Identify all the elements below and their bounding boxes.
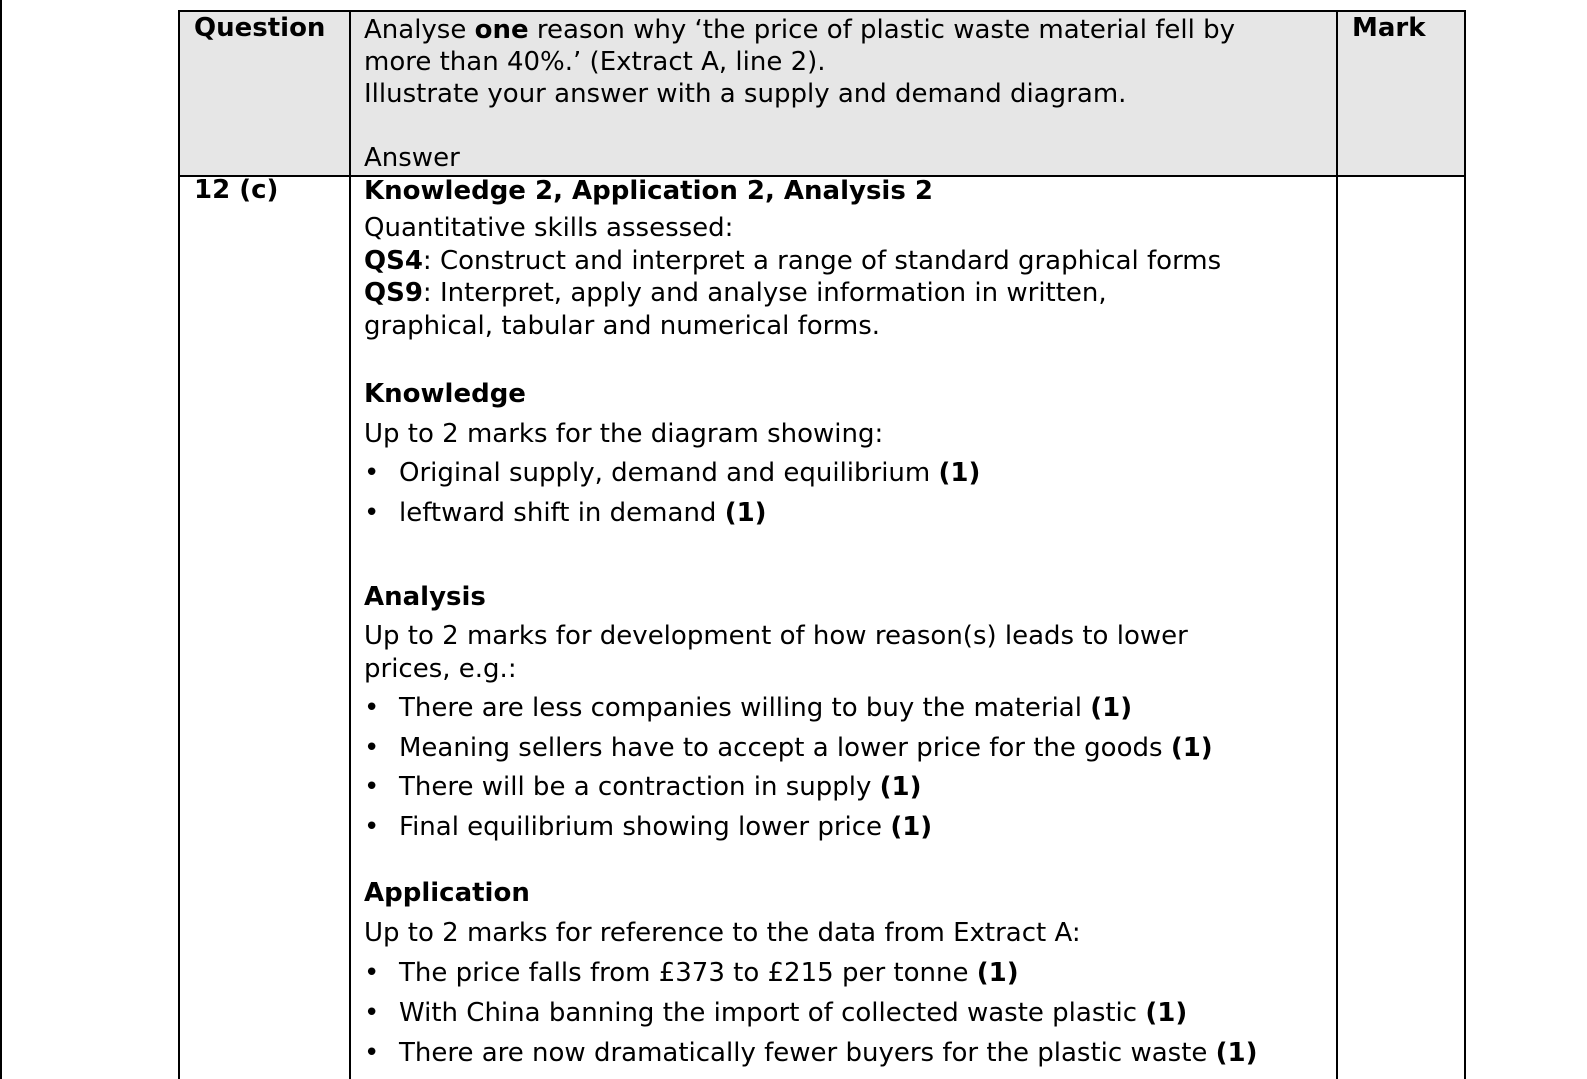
prompt-line-2: more than 40%.’ (Extract A, line 2). — [364, 47, 826, 77]
point-text: Meaning sellers have to accept a lower price for the goods — [399, 732, 1171, 763]
list-item — [364, 953, 1324, 993]
point-mark: (1) — [890, 811, 933, 842]
point-mark: (1) — [879, 772, 922, 802]
list-item — [364, 689, 1324, 729]
knowledge-section — [364, 374, 1324, 533]
point-text: leftward shift in demand — [399, 497, 725, 528]
list-item — [364, 768, 1324, 808]
qs9-code: QS9 — [364, 278, 423, 308]
qs9-text: : Interpret, apply and analyse information in written, — [422, 278, 1107, 308]
question-column-header: Question — [194, 13, 326, 43]
point-text: There are now dramatically fewer buyers for the plastic waste — [399, 1038, 1216, 1068]
knowledge-points — [364, 454, 1324, 533]
point-text: There will be a contraction in supply — [399, 772, 880, 802]
column-divider-question — [349, 12, 351, 1079]
list-item — [364, 993, 1324, 1033]
question-number: 12 (c) — [194, 175, 279, 205]
prompt-emphasis: one — [474, 15, 529, 45]
knowledge-heading: Knowledge — [364, 379, 526, 409]
analysis-intro: Up to 2 marks for development of how reason(s) leads to lower — [364, 621, 1188, 651]
application-points — [364, 953, 1324, 1073]
point-mark: (1) — [1090, 693, 1133, 723]
point-text: With China banning the import of collected waste plastic — [399, 998, 1146, 1028]
answer-guidance — [364, 174, 1324, 1073]
analysis-points — [364, 689, 1324, 847]
list-item — [364, 454, 1324, 494]
point-mark: (1) — [1170, 732, 1213, 763]
question-prompt — [364, 14, 1235, 110]
column-divider-mark — [1336, 12, 1338, 1079]
prompt-text: reason why ‘the price of plastic waste material fell by — [528, 15, 1235, 45]
list-item — [364, 729, 1324, 769]
point-text: Original supply, demand and equilibrium — [399, 458, 939, 488]
prompt-text: Analyse — [364, 15, 475, 45]
point-mark: (1) — [938, 458, 981, 488]
page-left-border — [0, 0, 2, 1079]
answer-label: Answer — [364, 143, 460, 173]
marks-summary: Knowledge 2, Application 2, Analysis 2 — [364, 176, 933, 206]
qs9-line — [364, 277, 1324, 310]
qs4-code: QS4 — [364, 245, 423, 276]
prompt-line-1 — [364, 14, 1235, 46]
point-text: There are less companies willing to buy the material — [399, 693, 1091, 723]
point-mark: (1) — [1145, 998, 1188, 1028]
analysis-intro-block — [364, 617, 1324, 689]
point-mark: (1) — [724, 497, 767, 528]
quantitative-skills-block — [364, 212, 1324, 342]
point-text: Final equilibrium showing lower price — [399, 811, 891, 842]
analysis-section — [364, 577, 1324, 847]
mark-scheme-table — [178, 10, 1466, 1079]
list-item — [364, 494, 1324, 534]
qs4-text: : Construct and interpret a range of standard graphical forms — [422, 245, 1222, 276]
list-item — [364, 1033, 1324, 1073]
qs9-line-continued: graphical, tabular and numerical forms. — [364, 310, 881, 341]
analysis-heading: Analysis — [364, 582, 486, 612]
knowledge-intro: Up to 2 marks for the diagram showing: — [364, 419, 884, 449]
qs4-line — [364, 245, 1324, 278]
prompt-line-3: Illustrate your answer with a supply and demand diagram. — [364, 79, 1127, 109]
mark-column-header: Mark — [1352, 13, 1426, 43]
analysis-intro-continued: prices, e.g.: — [364, 654, 517, 684]
point-mark: (1) — [1215, 1038, 1258, 1068]
list-item — [364, 808, 1324, 848]
application-section — [364, 873, 1324, 1073]
application-intro: Up to 2 marks for reference to the data from Extract A: — [364, 918, 1081, 948]
point-mark: (1) — [976, 958, 1019, 988]
application-heading: Application — [364, 878, 530, 908]
qs-intro: Quantitative skills assessed: — [364, 213, 734, 243]
point-text: The price falls from £373 to £215 per tonne — [399, 958, 977, 988]
